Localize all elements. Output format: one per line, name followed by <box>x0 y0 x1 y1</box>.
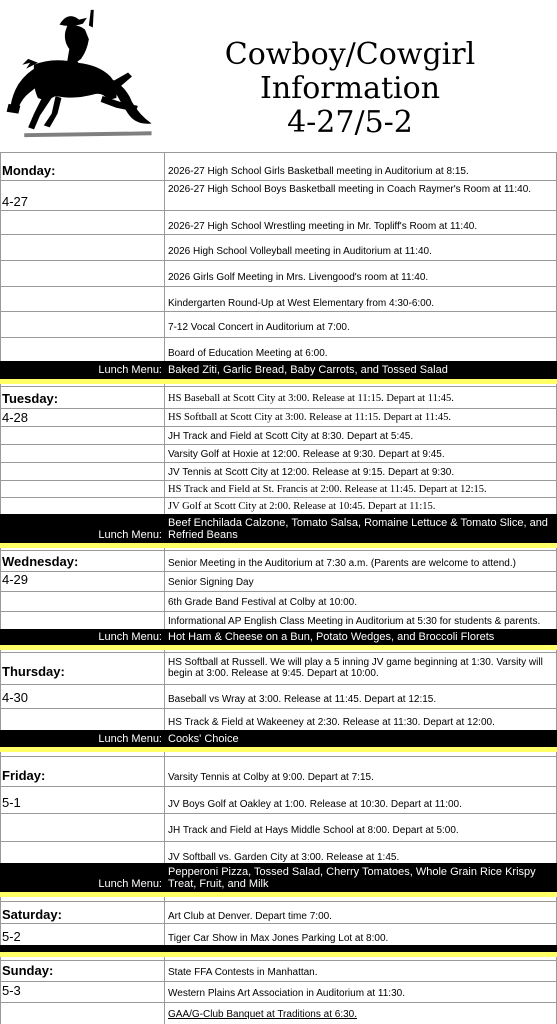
event-row <box>0 960 557 981</box>
event-text: Varsity Golf at Hoxie at 12:00. Release at 9:30. Depart at 9:45. <box>168 449 445 460</box>
event-row <box>0 386 557 408</box>
lunch-menu-text: Beef Enchilada Calzone, Tomato Salsa, Romaine Lettuce & Tomato Slice, and Refried Beans <box>168 517 548 541</box>
day-separator <box>0 379 557 384</box>
event-row <box>0 923 557 945</box>
day-date: 4-28 <box>2 410 29 425</box>
event-text: Kindergarten Round-Up at West Elementary from 4:30-6:00. <box>168 298 435 309</box>
event-text: 2026-27 High School Girls Basketball meeting in Auditorium at 8:15. <box>168 166 469 177</box>
event-text: HS Softball at Scott City at 3:00. Release at 11:15. Depart at 11:45. <box>168 412 451 423</box>
event-row <box>0 210 557 234</box>
day-date: 5-2 <box>2 929 21 944</box>
header <box>0 0 557 152</box>
title-line: 4-27/5-2 <box>287 105 413 140</box>
event-text: Tiger Car Show in Max Jones Parking Lot at 8:00. <box>168 933 389 944</box>
bucking-bronco-rider-icon <box>4 4 162 146</box>
event-row <box>0 311 557 337</box>
event-row <box>0 813 557 841</box>
event-row <box>0 591 557 611</box>
event-text: 2026 High School Volleyball meeting in Auditorium at 11:40. <box>168 246 432 257</box>
event-row <box>0 234 557 260</box>
event-text: HS Track & Field at Wakeeney at 2:30. Release at 11:30. Depart at 12:00. <box>168 717 495 728</box>
event-text: JV Tennis at Scott City at 12:00. Release at 9:15. Depart at 9:30. <box>168 467 455 478</box>
lunch-menu-text: Hot Ham & Cheese on a Bun, Potato Wedges, and Broccoli Florets <box>168 631 495 643</box>
lunch-menu-bar <box>0 361 557 379</box>
day-separator <box>0 645 557 650</box>
day-name: Wednesday: <box>2 554 79 569</box>
event-text: JV Softball vs. Garden City at 3:00. Release at 1:45. <box>168 852 400 863</box>
day-separator <box>0 747 557 752</box>
event-row <box>0 462 557 480</box>
day-name: Monday: <box>2 163 56 178</box>
event-text: 6th Grade Band Festival at Colby at 10:00. <box>168 597 357 608</box>
event-row <box>0 652 557 684</box>
day-separator <box>0 543 557 548</box>
event-text: JV Boys Golf at Oakley at 1:00. Release at 10:30. Depart at 11:00. <box>168 799 462 810</box>
lunch-menu-label: Lunch Menu: <box>98 364 162 376</box>
event-text: JV Golf at Scott City at 2:00. Release at 10:45. Depart at 11:15. <box>168 501 436 512</box>
event-text: Senior Meeting in the Auditorium at 7:30 a.m. (Parents are welcome to attend.) <box>168 558 516 569</box>
day-date: 4-27 <box>2 194 29 209</box>
event-row <box>0 841 557 863</box>
event-row <box>0 571 557 591</box>
event-row <box>0 260 557 286</box>
page-title <box>215 38 485 140</box>
lunch-menu-bar <box>0 863 557 892</box>
day-date: 4-30 <box>2 690 29 705</box>
event-text: Senior Signing Day <box>168 577 254 588</box>
event-text: HS Baseball at Scott City at 3:00. Release at 11:15. Depart at 11:45. <box>168 393 454 404</box>
event-row <box>0 786 557 813</box>
day-date: 5-1 <box>2 795 21 810</box>
lunch-menu-text: Cooks' Choice <box>168 733 239 745</box>
event-text: HS Softball at Russell. We will play a 5 inning JV game beginning at 1:30. Varsity will begin at 3:00. Release at 9:45. Depart at 10:00. <box>168 657 543 679</box>
day-name: Tuesday: <box>2 391 59 406</box>
lunch-menu-bar <box>0 629 557 645</box>
event-text: Board of Education Meeting at 6:00. <box>168 348 328 359</box>
lunch-menu-label: Lunch Menu: <box>98 631 162 643</box>
event-row <box>0 286 557 311</box>
event-row <box>0 180 557 210</box>
event-row <box>0 497 557 514</box>
lunch-menu-label: Lunch Menu: <box>98 733 162 745</box>
event-row <box>0 337 557 361</box>
day-separator <box>0 892 557 897</box>
event-text: Varsity Tennis at Colby at 9:00. Depart at 7:15. <box>168 772 374 783</box>
event-text: State FFA Contests in Manhattan. <box>168 967 318 978</box>
event-row <box>0 684 557 708</box>
lunch-menu-label: Lunch Menu: <box>98 878 162 890</box>
event-row <box>0 444 557 462</box>
event-text: 2026 Girls Golf Meeting in Mrs. Livengood's room at 11:40. <box>168 272 429 283</box>
event-row <box>0 756 557 786</box>
event-text: HS Track and Field at St. Francis at 2:00. Release at 11:45. Depart at 12:15. <box>168 484 487 495</box>
event-row <box>0 408 557 426</box>
event-text: Art Club at Denver. Depart time 7:00. <box>168 911 332 922</box>
lunch-menu-label: Lunch Menu: <box>98 529 162 541</box>
event-text: JH Track and Field at Scott City at 8:30. Depart at 5:45. <box>168 431 414 442</box>
event-text: JH Track and Field at Hays Middle School at 8:00. Depart at 5:00. <box>168 825 459 836</box>
event-row <box>0 152 557 180</box>
event-text: Informational AP English Class Meeting in Auditorium at 5:30 for students & parents. <box>168 616 541 627</box>
day-date: 5-3 <box>2 983 21 998</box>
day-date: 4-29 <box>2 572 29 587</box>
title-line: Information <box>259 71 441 106</box>
title-line: Cowboy/Cowgirl <box>224 37 476 72</box>
day-name: Sunday: <box>2 963 54 978</box>
event-text: GAA/G-Club Banquet at Traditions at 6:30. <box>168 1009 357 1020</box>
event-row <box>0 901 557 923</box>
event-row <box>0 1002 557 1024</box>
day-separator <box>0 952 557 957</box>
event-text: Baseball vs Wray at 3:00. Release at 11:45. Depart at 12:15. <box>168 694 437 705</box>
event-row <box>0 611 557 629</box>
lunch-menu-bar <box>0 514 557 543</box>
event-row <box>0 426 557 444</box>
event-text: 2026-27 High School Wrestling meeting in Mr. Topliff's Room at 11:40. <box>168 221 478 232</box>
lunch-menu-text: Baked Ziti, Garlic Bread, Baby Carrots, and Tossed Salad <box>168 364 448 376</box>
day-name: Thursday: <box>2 664 65 679</box>
event-row <box>0 550 557 571</box>
event-text: 2026-27 High School Boys Basketball meeting in Coach Raymer's Room at 11:40. <box>168 184 532 195</box>
event-row <box>0 981 557 1002</box>
day-divider-bar <box>0 945 557 952</box>
day-name: Saturday: <box>2 907 62 922</box>
event-text: 7-12 Vocal Concert in Auditorium at 7:00. <box>168 322 350 333</box>
lunch-menu-bar <box>0 730 557 747</box>
event-row <box>0 480 557 497</box>
event-text: Western Plains Art Association in Auditorium at 11:30. <box>168 988 405 999</box>
day-name: Friday: <box>2 768 46 783</box>
lunch-menu-text: Pepperoni Pizza, Tossed Salad, Cherry Tomatoes, Whole Grain Rice Krispy Treat, Fruit, and Milk <box>168 866 536 890</box>
event-row <box>0 708 557 730</box>
